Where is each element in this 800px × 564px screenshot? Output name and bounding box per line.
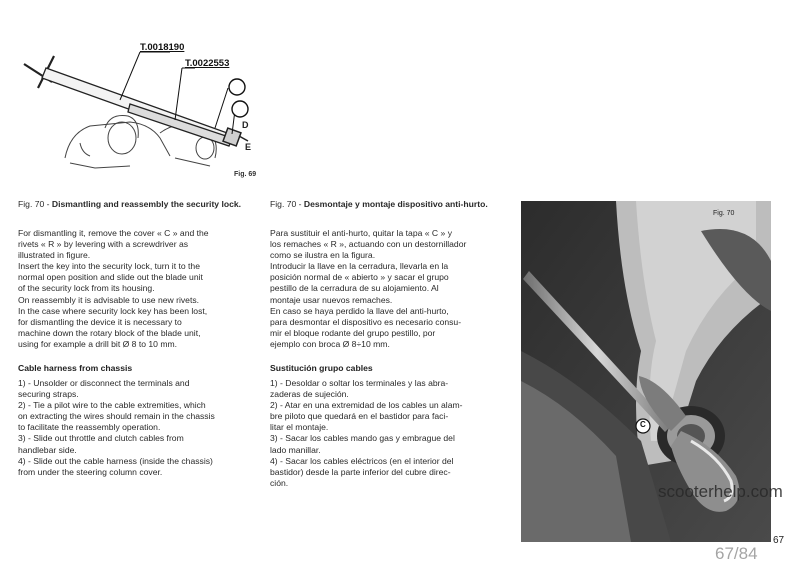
english-step-line: on extracting the wires should remain in the chassis bbox=[18, 411, 215, 422]
spanish-step-line: ción. bbox=[270, 477, 289, 488]
spanish-step-line: 1) - Desoldar o soltar los terminales y las abra- bbox=[270, 378, 449, 388]
english-step-line: 2) - Tie a pilot wire to the cable extremities, which bbox=[18, 400, 206, 411]
spanish-paragraph-line: los remaches « R », actuando con un destornillador bbox=[270, 239, 467, 250]
english-paragraph-line: of the security lock from its housing. bbox=[18, 283, 155, 294]
spanish-step-line: bastidor) desde la parte inferior del cubre direc- bbox=[270, 466, 451, 477]
spanish-step-line: zaderas de sujeción. bbox=[270, 389, 349, 400]
spanish-paragraph-line: mir el bloque rodante del grupo pestillo, por bbox=[270, 327, 436, 338]
spanish-paragraph bbox=[270, 228, 508, 350]
english-paragraph bbox=[18, 228, 258, 350]
spanish-paragraph-line: como se ilustra en la figura. bbox=[270, 250, 376, 261]
spanish-paragraph-line: En caso se haya perdido la llave del anti-hurto, bbox=[270, 305, 449, 316]
tool-ref-t0018190: T.0018190 bbox=[140, 42, 185, 53]
english-steps bbox=[18, 378, 258, 478]
callout-e: E bbox=[245, 142, 252, 152]
english-heading-title: Dismantling and reassembly the security lock. bbox=[51, 199, 242, 209]
english-paragraph-line: For dismantling it, remove the cover « C » and the bbox=[18, 228, 209, 238]
spanish-subheading: Sustitución grupo cables bbox=[270, 363, 373, 373]
spanish-paragraph-line: montaje usar nuevos remaches. bbox=[270, 294, 393, 305]
callout-d-circle bbox=[229, 79, 245, 95]
callout-d: D bbox=[242, 120, 249, 130]
spanish-step-line: 4) - Sacar los cables eléctricos (en el interior del bbox=[270, 455, 454, 466]
callout-e-circle bbox=[232, 101, 248, 117]
spanish-paragraph-line: Para sustituir el anti-hurto, quitar la tapa « C » y bbox=[270, 228, 452, 238]
watermark-site: scooterhelp.com bbox=[658, 482, 783, 501]
english-paragraph-line: using for example a drill bit Ø 8 to 10 mm. bbox=[18, 338, 178, 349]
spanish-paragraph-line: Introducir la llave en la cerradura, llevarla en la bbox=[270, 261, 449, 272]
english-step-line: 3) - Slide out throttle and clutch cables from bbox=[18, 433, 184, 444]
english-paragraph-line: In the case where security lock key has been lost, bbox=[18, 305, 208, 316]
english-paragraph-line: Insert the key into the security lock, turn it to the bbox=[18, 261, 200, 272]
fig69-label: Fig. 69 bbox=[234, 171, 257, 178]
tool-ref-t0022553: T.0022553 bbox=[185, 58, 230, 69]
english-paragraph-line: rivets « R » by levering with a screwdriver as bbox=[18, 239, 189, 250]
page-number: 67 bbox=[773, 535, 785, 546]
english-subheading: Cable harness from chassis bbox=[18, 363, 133, 373]
english-step-line: 1) - Unsolder or disconnect the terminals and bbox=[18, 378, 190, 388]
callout-c: C bbox=[640, 420, 646, 429]
english-step-line: 4) - Slide out the cable harness (inside the chassis) bbox=[18, 455, 213, 466]
spanish-paragraph-line: pestillo de la cerradura de su alojamiento. Al bbox=[270, 283, 439, 294]
english-step-line: to facilitate the reassembly operation. bbox=[18, 422, 161, 433]
english-paragraph-line: machine down the rotary block of the blade unit, bbox=[18, 327, 201, 338]
figure-69 bbox=[10, 38, 265, 180]
spanish-step-line: litar el montaje. bbox=[270, 422, 329, 433]
english-paragraph-line: normal open position and slide out the blade unit bbox=[18, 272, 203, 283]
spanish-step-line: 3) - Sacar los cables mando gas y embrague del bbox=[270, 433, 455, 444]
spanish-step-line: lado manillar. bbox=[270, 444, 321, 455]
spanish-steps bbox=[270, 378, 508, 489]
spanish-step-line: bre piloto que quedará en el bastidor para faci- bbox=[270, 411, 449, 422]
spanish-paragraph-line: posición normal de « abierto » y sacar el grupo bbox=[270, 272, 449, 283]
spanish-step-line: 2) - Atar en una extremidad de los cables un alam- bbox=[270, 400, 463, 411]
spanish-heading bbox=[270, 199, 508, 210]
english-heading-prefix: Fig. 70 - bbox=[18, 199, 52, 209]
spanish-paragraph-line: para desmontar el dispositivo es necesario consu- bbox=[270, 316, 462, 327]
english-step-line: from under the steering column cover. bbox=[18, 466, 163, 477]
spanish-paragraph-line: ejemplo con broca Ø 8÷10 mm. bbox=[270, 338, 390, 349]
english-paragraph-line: for dismantling the device it is necessary to bbox=[18, 316, 182, 327]
english-heading bbox=[18, 199, 258, 210]
english-paragraph-line: illustrated in figure. bbox=[18, 250, 91, 261]
english-step-line: handlebar side. bbox=[18, 444, 77, 455]
english-paragraph-line: On reassembly it is advisable to use new rivets. bbox=[18, 294, 200, 305]
spanish-heading-title: Desmontaje y montaje dispositivo anti-hurto. bbox=[303, 199, 488, 209]
spanish-heading-prefix: Fig. 70 - bbox=[270, 199, 304, 209]
english-step-line: securing straps. bbox=[18, 389, 79, 400]
watermark-page-counter: 67/84 bbox=[715, 544, 758, 563]
fig70-label: Fig. 70 bbox=[713, 210, 735, 217]
